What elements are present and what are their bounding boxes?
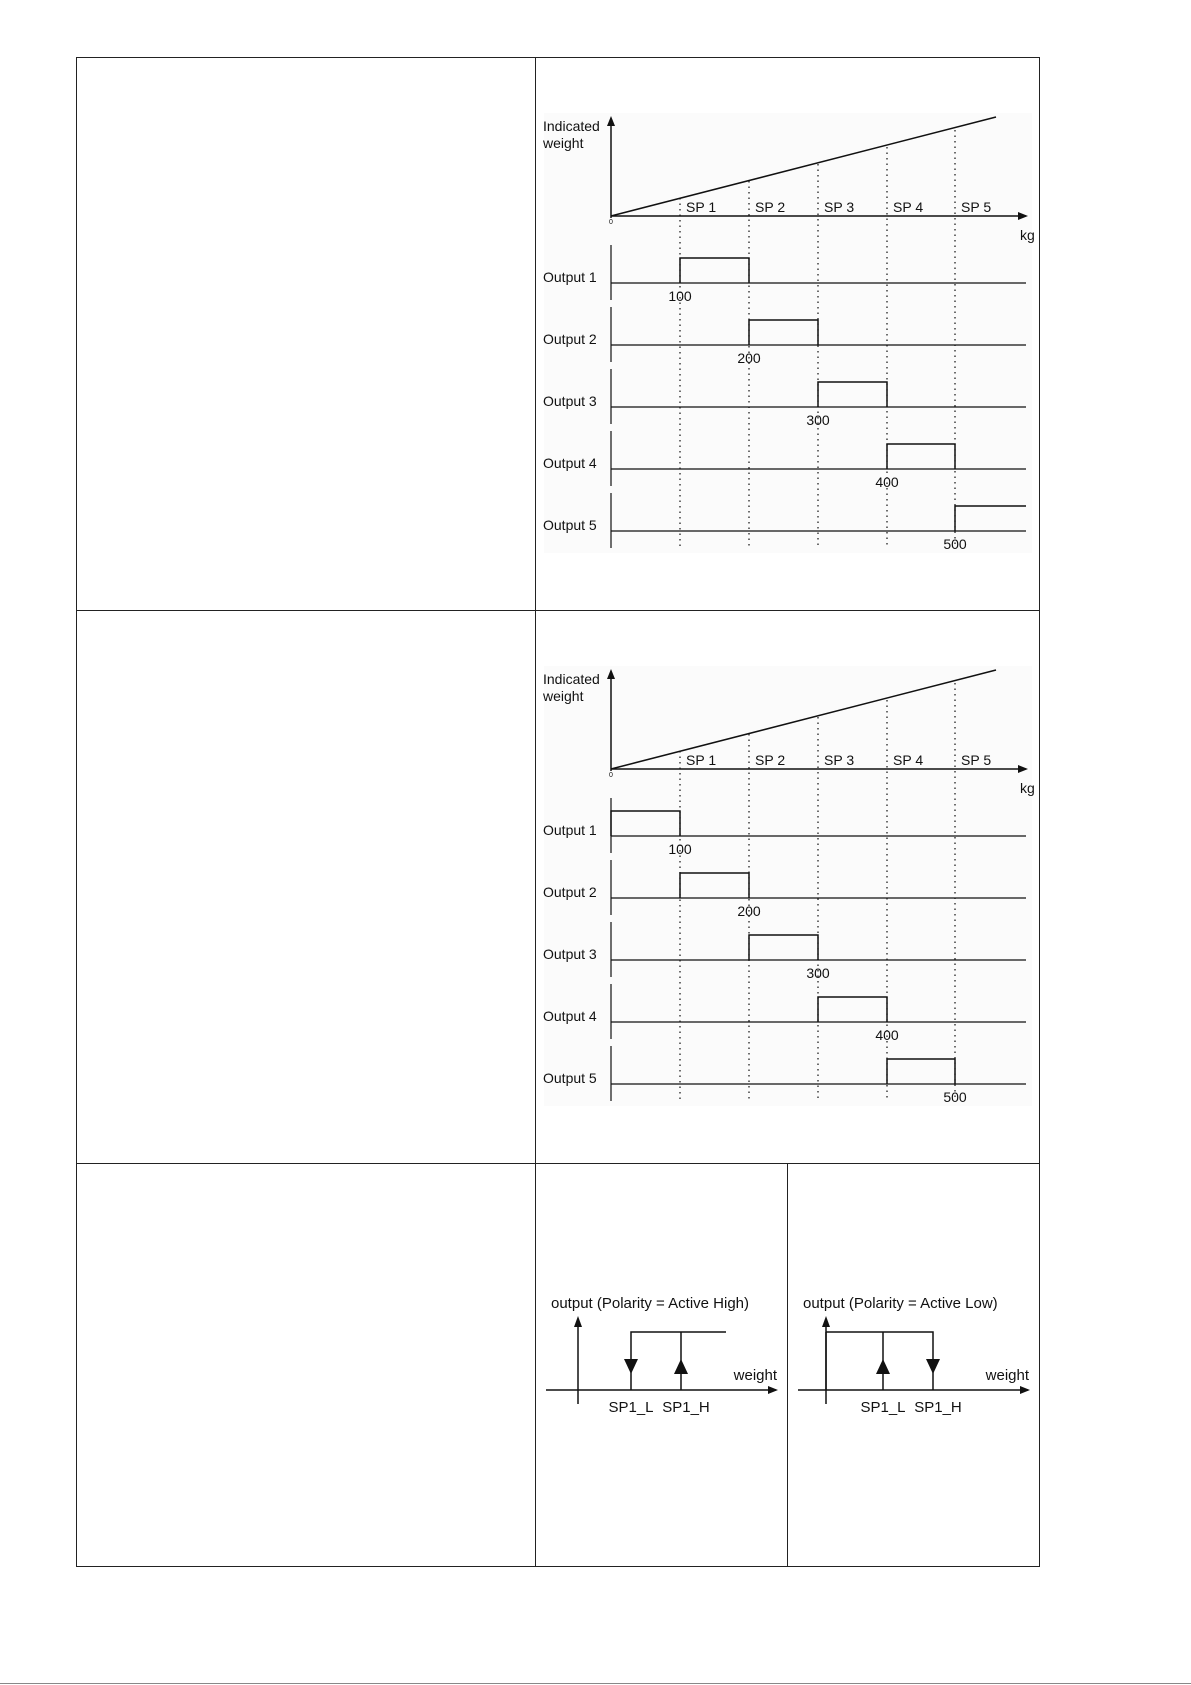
output-label: Output 5 (543, 1070, 597, 1086)
high-setpoint-label: SP1_H (662, 1399, 710, 1416)
setpoint-timing-diagram-1 (536, 58, 1041, 612)
setpoint-value-label: 400 (875, 1027, 899, 1043)
setpoint-label: SP 2 (755, 752, 786, 768)
rising-arrow-icon (674, 1359, 688, 1374)
output-label: Output 2 (543, 331, 597, 347)
y-axis-arrow-icon (574, 1316, 582, 1327)
low-setpoint-label: SP1_L (860, 1399, 906, 1416)
table-cell-row3-active-low (787, 1163, 1040, 1567)
output-label: Output 1 (543, 822, 597, 838)
setpoint-label: SP 5 (961, 752, 992, 768)
hysteresis-diagram-active-high (536, 1164, 789, 1568)
setpoint-label: SP 1 (686, 752, 717, 768)
output-level-line (826, 1332, 933, 1390)
setpoint-value-label: 400 (875, 474, 899, 490)
setpoint-label: SP 3 (824, 752, 855, 768)
output-label: Output 3 (543, 946, 597, 962)
setpoint-label: SP 5 (961, 199, 992, 215)
setpoint-label: SP 1 (686, 199, 717, 215)
setpoint-label: SP 2 (755, 199, 786, 215)
x-axis-label: weight (733, 1367, 777, 1384)
high-setpoint-label: SP1_H (914, 1399, 962, 1416)
setpoint-value-label: 200 (737, 903, 761, 919)
table-cell-row3-description (76, 1163, 536, 1567)
y-axis-label-line1: Indicated (543, 671, 600, 687)
low-setpoint-label: SP1_L (608, 1399, 654, 1416)
setpoint-value-label: 300 (806, 965, 830, 981)
setpoint-value-label: 500 (943, 1089, 967, 1105)
setpoint-timing-diagram-2 (536, 611, 1041, 1165)
diagram-background (544, 113, 1032, 553)
origin-label: 0 (609, 772, 613, 779)
output-label: Output 2 (543, 884, 597, 900)
x-axis-label: weight (985, 1367, 1029, 1384)
output-label: Output 4 (543, 1008, 597, 1024)
setpoint-value-label: 300 (806, 412, 830, 428)
table-cell-row2-description (76, 610, 536, 1164)
x-axis-arrow-icon (768, 1386, 778, 1394)
output-label: Output 4 (543, 455, 597, 471)
diagram-background (544, 666, 1032, 1106)
table-cell-row1-description (76, 57, 536, 611)
setpoint-value-label: 100 (668, 288, 692, 304)
x-axis-unit: kg (1020, 780, 1035, 796)
setpoint-value-label: 200 (737, 350, 761, 366)
output-label: Output 3 (543, 393, 597, 409)
setpoint-value-label: 500 (943, 536, 967, 552)
hysteresis-title: output (Polarity = Active High) (551, 1295, 750, 1312)
y-axis-arrow-icon (822, 1316, 830, 1327)
hysteresis-diagram-active-low (788, 1164, 1041, 1568)
setpoint-label: SP 3 (824, 199, 855, 215)
page-footer-rule (0, 1683, 1191, 1684)
y-axis-label-line1: Indicated (543, 118, 600, 134)
output-level-line (631, 1332, 726, 1390)
hysteresis-title: output (Polarity = Active Low) (803, 1295, 998, 1312)
output-label: Output 1 (543, 269, 597, 285)
output-label: Output 5 (543, 517, 597, 533)
setpoint-label: SP 4 (893, 199, 924, 215)
table-cell-row2-diagram (535, 610, 1040, 1164)
table-cell-row3-active-high (535, 1163, 788, 1567)
table-cell-row1-diagram (535, 57, 1040, 611)
origin-label: 0 (609, 219, 613, 226)
setpoint-value-label: 100 (668, 841, 692, 857)
y-axis-label-line2: weight (543, 135, 584, 151)
setpoint-label: SP 4 (893, 752, 924, 768)
falling-arrow-icon (624, 1359, 638, 1374)
rising-arrow-icon (876, 1359, 890, 1374)
falling-arrow-icon (926, 1359, 940, 1374)
x-axis-arrow-icon (1020, 1386, 1030, 1394)
x-axis-unit: kg (1020, 227, 1035, 243)
y-axis-label-line2: weight (543, 688, 584, 704)
